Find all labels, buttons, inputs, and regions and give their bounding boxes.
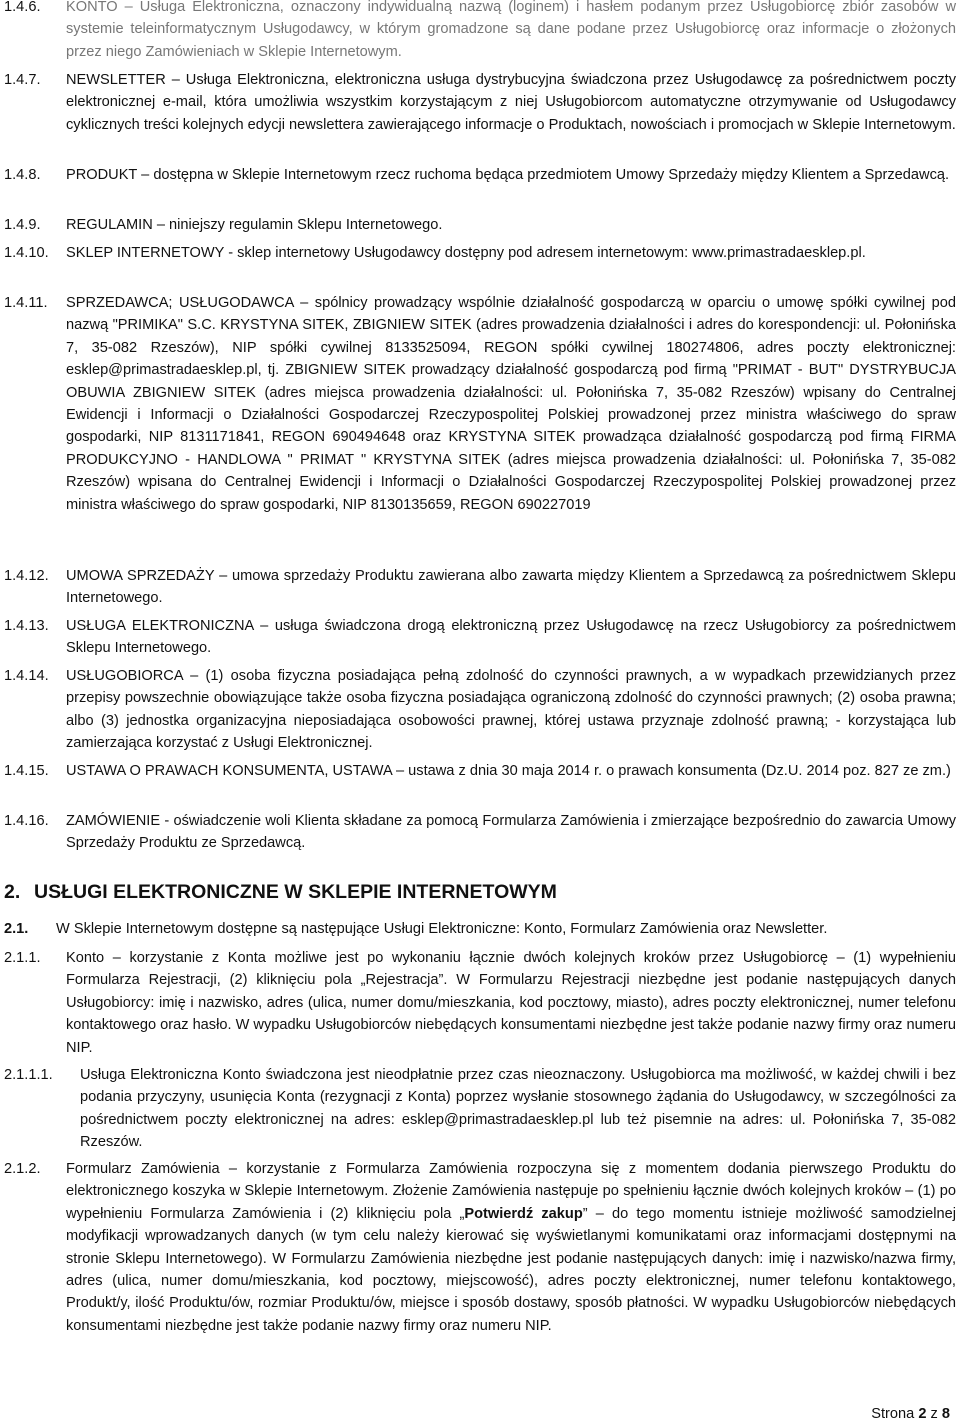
item-number: 2.1.1.1. [4, 1067, 53, 1083]
item-text [66, 242, 956, 264]
item-definition: – usługa świadczona drogą elektroniczną przez Usługodawcę na rzecz Usługobiorcy za pośrednictwem Sklepu Internetowego. [66, 618, 957, 657]
item-number: 1.4.14. [4, 668, 49, 684]
item-term: UMOWA SPRZEDAŻY [66, 568, 215, 584]
item-number: 2.1.2. [4, 1161, 41, 1177]
item-term: SPRZEDAWCA; USŁUGODAWCA [66, 295, 294, 311]
page-label: Strona [871, 1406, 915, 1422]
item-text: Konto – korzystanie z Konta możliwe jest po wykonaniu łącznie dwóch kolejnych kroków przez Usługobiorcę – (1) wypełnieniu Formularza Rejestracji, (2) kliknięciu pola „Rejestracja”. W Formularzu Rejestracji niezbędne jest podanie następujących danych Usługobiorcy: imię i nazwisko, adres (ulica, numer domu/mieszkania, kod pocztowy, miasto), adres poczty elektronicznej, numer telefonu kontaktowego oraz hasło. W wypadku Usługobiorców niebędących konsumentami niezbędne jest także podanie nazwy firmy oraz numeru NIP. [66, 950, 956, 1056]
item-definition: – spólnicy prowadzący wspólnie działalność gospodarczą w oparciu o umowę spółki cywilnej pod nazwą "PRIMIKA" S.C. KRYSTYNA SITEK, ZBIGNIEW SITEK (adres prowadzenia działalności i adres do korespondencji: ul. Połonińska 7, 35-082 Rzeszów), NIP spółki cywilnej 8133525094, REGON spółki cywilnej 180274806, adres poczty elektronicznej: esklep@primastradaesklep.pl, tj. ZBIGNIEW SITEK prowadzący działalność gospodarczą pod firmą "PRIMAT - BUT" DYSTRYBUCJA OBUWIA ZBIGNIEW SITEK (adres miejsca prowadzenia działalności: ul. Połonińska 7, 35-082 Rzeszów) wpisany do Centralnej Ewidencji i Informacji o Działalności Gospodarczej Rzeczypospolitej Polskiej prowadzonej przez ministra właściwego do spraw gospodarki, NIP 8131171841, REGON 690494648 oraz KRYSTYNA SITEK prowadząca działalność gospodarczą pod firmą FIRMA PRODUKCYJNO - HANDLOWA " PRIMAT " KRYSTYNA SITEK (adres miejsca prowadzenia działalności: ul. Połonińska 7, 35-082 Rzeszów) wpisana do Centralnej Ewidencji i Informacji o Działalności Gospodarczej Rzeczypospolitej Polskiej prowadzonej przez ministra właściwego do spraw gospodarki, NIP 8130135659, REGON 690227019 [66, 295, 956, 513]
item-term: ZAMÓWIENIE [66, 813, 161, 829]
confirm-purchase-label: Potwierdź zakup [464, 1205, 583, 1222]
item-term: PRODUKT [66, 167, 138, 183]
item-definition: - sklep internetowy Usługodawcy dostępny pod adresem internetowym: www.primastradaesklep.pl. [224, 245, 866, 261]
item-text [66, 214, 956, 236]
item-number: 2.1. [4, 921, 29, 937]
item-definition: - oświadczenie woli Klienta składane za pomocą Formularza Zamówienia i zmierzające bezpośrednio do zawarcia Umowy Sprzedaży Produktu ze Sprzedawcą. [66, 813, 956, 852]
item-text [66, 164, 956, 186]
item-definition: – niniejszy regulamin Sklepu Internetowego. [152, 217, 443, 233]
item-definition: – dostępna w Sklepie Internetowym rzecz ruchoma będąca przedmiotem Umowy Sprzedaży między Klientem a Sprzedawcą. [137, 167, 950, 183]
item-number: 1.4.13. [4, 618, 49, 634]
item-text: Usługa Elektroniczna Konto świadczona jest nieodpłatnie przez czas nieoznaczony. Usługobiorca ma możliwość, w każdej chwili i bez podania przyczyny, usunięcia Konta (rezygnacji z Konta) poprzez wysłanie stosownego żądania do Usługodawcy, w szczególności za pośrednictwem poczty elektronicznej na adres: esklep@primastradaesklep.pl lub też pisemnie na adres: ul. Połonińska 7, 35-082 Rzeszów. [80, 1067, 956, 1151]
item-definition: – (1) osoba fizyczna posiadająca pełną zdolność do czynności prawnych, a w wypadkach przewidzianych przez przepisy powszechnie obowiązujące także osoba fizyczna posiadająca ograniczoną zdolność do czynności prawnych; (2) osoba prawna; albo (3) jednostka organizacyjna nieposiadająca osobowości prawnej, której ustawa przyznaje zdolność prawną; - korzystająca lub zamierzająca korzystać z Usługi Elektronicznej. [66, 668, 956, 752]
page-footer [871, 1404, 950, 1424]
item-term: NEWSLETTER [66, 72, 166, 88]
item-text-part: Formularz Zamówienia – korzystanie z Formularza Zamówienia rozpoczyna się z momentem dodania pierwszego Produktu do elektronicznego koszyka w Sklepie Internetowym. Złożenie Zamówienia następuje po spełnieniu łącznie dwóch kolejnych kroków – (1) po wypełnieniu Formularza Zamówienia i (2) kliknięciu pola „ [66, 1161, 956, 1222]
item-number: 1.4.11. [4, 295, 48, 311]
item-definition: – Usługa Elektroniczna, oznaczony indywidualną nazwą (loginem) i hasłem podanym przez Usługobiorcę zbiór zasobów w systemie teleinformatycznym Usługodawcy, w którym gromadzone są dane podane przez Usługobiorcę oraz informacje o złożonych przez niego Zamówieniach w Sklepie Internetowym. [66, 0, 956, 60]
item-text [66, 565, 956, 610]
item-definition: – Usługa Elektroniczna, elektroniczna usługa dystrybucyjna świadczona przez Usługodawcę za pośrednictwem poczty elektronicznej e-mail, która umożliwia wszystkim korzystającym z niej Usługobiorcom automatyczne otrzymywanie od Usługodawcy cyklicznych treści kolejnych edycji newslettera zawierającego informacje o Produktach, nowościach i promocjach w Sklepie Internetowym. [66, 72, 956, 133]
item-text [66, 1158, 956, 1337]
item-number: 1.4.15. [4, 763, 49, 779]
item-number: 1.4.8. [4, 167, 41, 183]
item-text [66, 615, 956, 660]
item-definition: – umowa sprzedaży Produktu zawierana albo zawarta między Klientem a Sprzedawcą za pośrednictwem Sklepu Internetowego. [66, 568, 956, 607]
page-of: z [930, 1406, 938, 1422]
item-number: 1.4.7. [4, 72, 41, 88]
item-term: KONTO [66, 0, 118, 15]
item-number: 1.4.6. [4, 0, 41, 15]
item-term: REGULAMIN [66, 217, 153, 233]
item-number: 1.4.12. [4, 568, 49, 584]
item-text [66, 665, 956, 755]
page-current: 2 [918, 1406, 927, 1422]
page-total: 8 [941, 1406, 950, 1422]
item-text: W Sklepie Internetowym dostępne są następujące Usługi Elektroniczne: Konto, Formularz Zamówienia oraz Newsletter. [56, 921, 828, 937]
item-number: 1.4.16. [4, 813, 49, 829]
item-number: 1.4.10. [4, 245, 49, 261]
item-term: USŁUGA ELEKTRONICZNA [66, 618, 254, 634]
item-text [66, 810, 956, 855]
item-number: 2.1.1. [4, 950, 41, 966]
item-text [66, 760, 956, 782]
item-definition: – ustawa z dnia 30 maja 2014 r. o prawach konsumenta (Dz.U. 2014 poz. 827 ze zm.) [391, 763, 951, 779]
item-text [66, 69, 956, 136]
section-heading [4, 879, 557, 905]
item-text [66, 292, 956, 516]
item-term: USTAWA O PRAWACH KONSUMENTA, USTAWA [66, 763, 392, 779]
section-number: 2. [4, 881, 21, 903]
section-title: USŁUGI ELEKTRONICZNE W SKLEPIE INTERNETOWYM [34, 881, 557, 903]
item-term: USŁUGOBIORCA [66, 668, 183, 684]
item-term: SKLEP INTERNETOWY [66, 245, 225, 261]
item-text-part: ” – do tego momentu istnieje możliwość samodzielnej modyfikacji wprowadzanych danych (w tym celu należy kierować się wyświetlanymi komunikatami oraz informacjami dostępnymi na stronie Sklepu Internetowego). W Formularzu Zamówienia niezbędne jest podanie następujących danych: imię i nazwisko/nazwa firmy, adres (ulica, numer domu/mieszkania, kod pocztowy, miejscowość), adres poczty elektronicznej, numer telefonu kontaktowego, Produkt/y, ilość Produktu/ów, rozmiar Produktu/ów, miejsce i sposób dostawy, sposób płatności. W wypadku Usługobiorców niebędących konsumentami niezbędne jest także podanie nazwy firmy oraz numeru NIP. [66, 1205, 956, 1334]
item-number: 1.4.9. [4, 217, 41, 233]
item-text [66, 0, 956, 63]
